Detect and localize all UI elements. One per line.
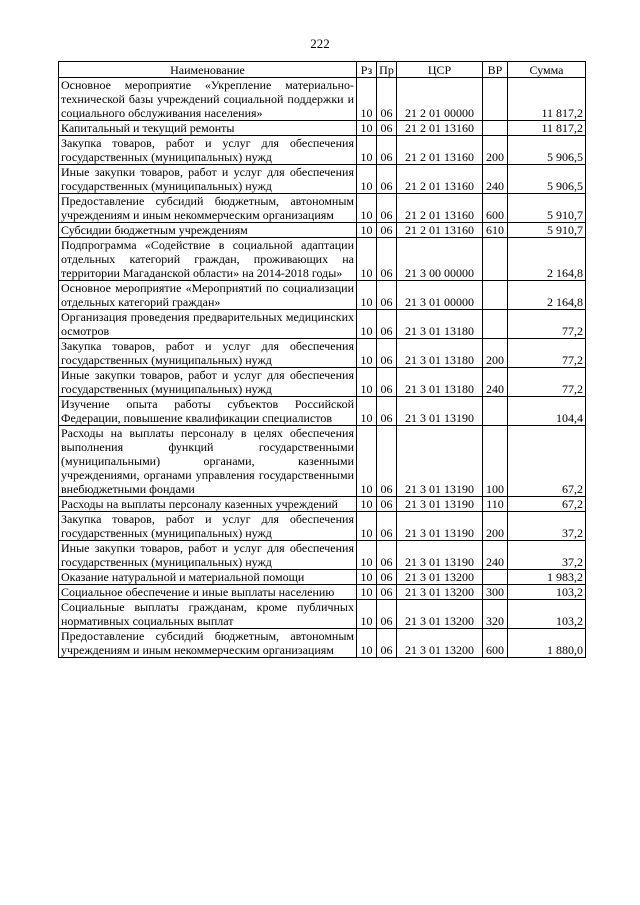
row-vr: 320 [483, 600, 508, 629]
row-sum: 5 910,7 [508, 223, 586, 238]
row-name: Капитальный и текущий ремонты [59, 121, 357, 136]
row-sum: 11 817,2 [508, 78, 586, 121]
row-name: Подпрограмма «Содействие в социальной адаптации отдельных категорий граждан, проживающих на территории Магаданской области» на 2014-2018 годы» [59, 238, 357, 281]
row-sum: 11 817,2 [508, 121, 586, 136]
row-sum: 103,2 [508, 585, 586, 600]
row-vr: 200 [483, 136, 508, 165]
row-sum: 103,2 [508, 600, 586, 629]
row-vr: 600 [483, 629, 508, 658]
row-rz: 10 [357, 541, 377, 570]
table-row [59, 121, 586, 136]
table-row [59, 585, 586, 600]
row-vr [483, 397, 508, 426]
row-vr: 240 [483, 368, 508, 397]
row-sum: 37,2 [508, 512, 586, 541]
row-pr: 06 [377, 397, 397, 426]
row-pr: 06 [377, 585, 397, 600]
row-sum: 1 880,0 [508, 629, 586, 658]
header-rz: Рз [357, 62, 377, 78]
table-row [59, 512, 586, 541]
table-row [59, 165, 586, 194]
table-row [59, 310, 586, 339]
row-sum: 2 164,8 [508, 238, 586, 281]
row-csr: 21 3 01 13190 [397, 512, 483, 541]
row-csr: 21 3 01 00000 [397, 281, 483, 310]
row-name: Расходы на выплаты персоналу казенных учреждений [59, 497, 357, 512]
row-csr: 21 3 01 13200 [397, 600, 483, 629]
row-vr [483, 78, 508, 121]
table-row [59, 497, 586, 512]
row-pr: 06 [377, 541, 397, 570]
row-name: Социальное обеспечение и иные выплаты населению [59, 585, 357, 600]
row-vr: 240 [483, 165, 508, 194]
header-name: Наименование [59, 62, 357, 78]
row-name: Оказание натуральной и материальной помощи [59, 570, 357, 585]
row-rz: 10 [357, 629, 377, 658]
row-name: Основное мероприятие «Мероприятий по социализации отдельных категорий граждан» [59, 281, 357, 310]
row-sum: 1 983,2 [508, 570, 586, 585]
row-rz: 10 [357, 368, 377, 397]
row-rz: 10 [357, 136, 377, 165]
row-sum: 67,2 [508, 426, 586, 497]
row-name: Предоставление субсидий бюджетным, автономным учреждениям и иным некоммерческим организациям [59, 629, 357, 658]
row-pr: 06 [377, 281, 397, 310]
row-vr [483, 310, 508, 339]
row-vr [483, 570, 508, 585]
row-vr: 610 [483, 223, 508, 238]
header-csr: ЦСР [397, 62, 483, 78]
header-sum: Сумма [508, 62, 586, 78]
row-rz: 10 [357, 223, 377, 238]
row-rz: 10 [357, 121, 377, 136]
table-row [59, 397, 586, 426]
row-pr: 06 [377, 194, 397, 223]
row-csr: 21 3 01 13190 [397, 541, 483, 570]
row-vr [483, 121, 508, 136]
row-name: Организация проведения предварительных медицинских осмотров [59, 310, 357, 339]
row-vr: 200 [483, 339, 508, 368]
row-rz: 10 [357, 585, 377, 600]
row-pr: 06 [377, 238, 397, 281]
row-sum: 104,4 [508, 397, 586, 426]
row-csr: 21 3 00 00000 [397, 238, 483, 281]
row-vr [483, 238, 508, 281]
row-sum: 5 906,5 [508, 136, 586, 165]
row-rz: 10 [357, 238, 377, 281]
row-pr: 06 [377, 136, 397, 165]
row-pr: 06 [377, 629, 397, 658]
row-csr: 21 2 01 13160 [397, 121, 483, 136]
row-csr: 21 3 01 13180 [397, 339, 483, 368]
row-csr: 21 3 01 13180 [397, 310, 483, 339]
row-rz: 10 [357, 281, 377, 310]
row-sum: 5 910,7 [508, 194, 586, 223]
row-pr: 06 [377, 426, 397, 497]
row-rz: 10 [357, 426, 377, 497]
row-pr: 06 [377, 497, 397, 512]
row-vr: 200 [483, 512, 508, 541]
row-pr: 06 [377, 368, 397, 397]
table-row [59, 570, 586, 585]
budget-table [58, 61, 586, 658]
row-vr: 110 [483, 497, 508, 512]
table-row [59, 368, 586, 397]
row-csr: 21 3 01 13190 [397, 397, 483, 426]
table-row [59, 223, 586, 238]
page-number: 222 [310, 36, 330, 51]
header-row [59, 62, 586, 78]
table-row [59, 339, 586, 368]
row-csr: 21 2 01 13160 [397, 136, 483, 165]
row-rz: 10 [357, 339, 377, 368]
header-vr: ВР [483, 62, 508, 78]
row-sum: 2 164,8 [508, 281, 586, 310]
row-name: Закупка товаров, работ и услуг для обеспечения государственных (муниципальных) нужд [59, 136, 357, 165]
row-rz: 10 [357, 570, 377, 585]
table-header [59, 62, 586, 78]
table-row [59, 541, 586, 570]
row-vr: 100 [483, 426, 508, 497]
table-row [59, 600, 586, 629]
row-rz: 10 [357, 165, 377, 194]
row-csr: 21 2 01 13160 [397, 223, 483, 238]
row-name: Закупка товаров, работ и услуг для обеспечения государственных (муниципальных) нужд [59, 512, 357, 541]
row-pr: 06 [377, 121, 397, 136]
row-name: Предоставление субсидий бюджетным, автономным учреждениям и иным некоммерческим организациям [59, 194, 357, 223]
row-rz: 10 [357, 194, 377, 223]
row-name: Социальные выплаты гражданам, кроме публичных нормативных социальных выплат [59, 600, 357, 629]
row-vr: 300 [483, 585, 508, 600]
table-row [59, 238, 586, 281]
row-rz: 10 [357, 497, 377, 512]
row-csr: 21 3 01 13190 [397, 426, 483, 497]
row-csr: 21 2 01 13160 [397, 194, 483, 223]
row-name: Иные закупки товаров, работ и услуг для обеспечения государственных (муниципальных) нужд [59, 165, 357, 194]
row-rz: 10 [357, 78, 377, 121]
row-pr: 06 [377, 512, 397, 541]
row-vr: 240 [483, 541, 508, 570]
row-name: Иные закупки товаров, работ и услуг для обеспечения государственных (муниципальных) нужд [59, 368, 357, 397]
row-sum: 67,2 [508, 497, 586, 512]
row-csr: 21 3 01 13200 [397, 629, 483, 658]
row-name: Основное мероприятие «Укрепление материально-технической базы учреждений социальной поддержки и социального обслуживания населения» [59, 78, 357, 121]
row-pr: 06 [377, 310, 397, 339]
row-csr: 21 2 01 00000 [397, 78, 483, 121]
row-rz: 10 [357, 600, 377, 629]
row-sum: 77,2 [508, 310, 586, 339]
row-sum: 77,2 [508, 368, 586, 397]
row-csr: 21 3 01 13190 [397, 497, 483, 512]
row-csr: 21 3 01 13200 [397, 585, 483, 600]
row-pr: 06 [377, 223, 397, 238]
row-sum: 5 906,5 [508, 165, 586, 194]
row-pr: 06 [377, 165, 397, 194]
table-row [59, 78, 586, 121]
row-rz: 10 [357, 397, 377, 426]
row-csr: 21 3 01 13180 [397, 368, 483, 397]
table-row [59, 629, 586, 658]
table-row [59, 194, 586, 223]
row-pr: 06 [377, 78, 397, 121]
row-vr [483, 281, 508, 310]
row-pr: 06 [377, 600, 397, 629]
header-pr: Пр [377, 62, 397, 78]
table-row [59, 426, 586, 497]
row-rz: 10 [357, 310, 377, 339]
row-name: Иные закупки товаров, работ и услуг для обеспечения государственных (муниципальных) нужд [59, 541, 357, 570]
table-body [59, 78, 586, 658]
row-name: Изучение опыта работы субъектов Российской Федерации, повышение квалификации специалистов [59, 397, 357, 426]
row-sum: 77,2 [508, 339, 586, 368]
row-pr: 06 [377, 570, 397, 585]
row-name: Субсидии бюджетным учреждениям [59, 223, 357, 238]
row-vr: 600 [483, 194, 508, 223]
row-csr: 21 3 01 13200 [397, 570, 483, 585]
row-name: Расходы на выплаты персоналу в целях обеспечения выполнения функций государственными (муниципальными) органами, казенными учреждениями, органами управления государственными внебюджетными фондами [59, 426, 357, 497]
row-pr: 06 [377, 339, 397, 368]
row-csr: 21 2 01 13160 [397, 165, 483, 194]
row-rz: 10 [357, 512, 377, 541]
table-row [59, 136, 586, 165]
row-sum: 37,2 [508, 541, 586, 570]
table-row [59, 281, 586, 310]
row-name: Закупка товаров, работ и услуг для обеспечения государственных (муниципальных) нужд [59, 339, 357, 368]
